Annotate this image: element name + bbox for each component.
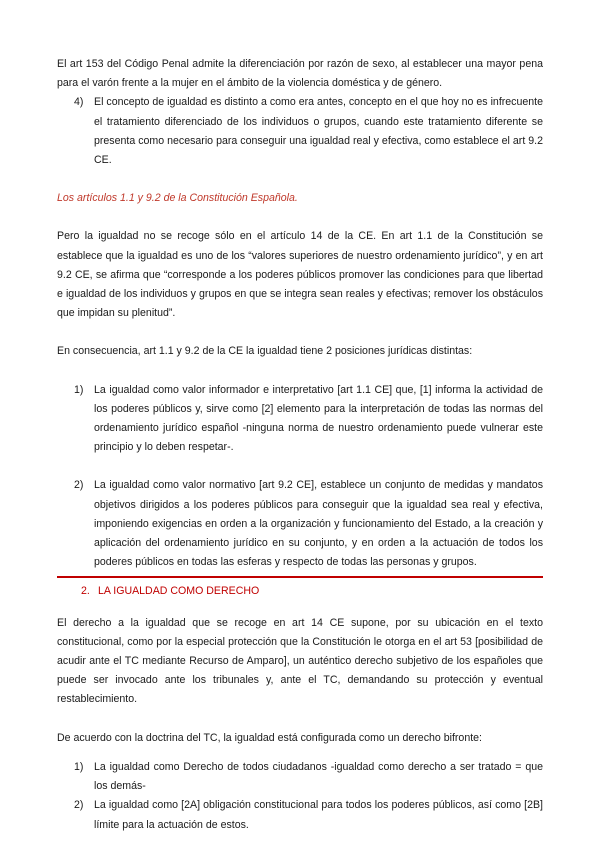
list-number: 2) <box>74 479 84 492</box>
paragraph-art-153: El art 153 del Código Penal admite la diferenciación por razón de sexo, al establecer una mayor pena para el varón frente a la mujer en el ámbito de la violencia doméstica y de género. <box>57 58 543 90</box>
list-derecho-bifronte <box>57 758 543 835</box>
list-text: La igualdad como Derecho de todos ciudadanos -igualdad como derecho a ser tratado = que los demás- <box>94 760 543 793</box>
subtitle: Los artículos 1.1 y 9.2 de la Constitución Española. <box>57 192 298 205</box>
section-title: LA IGUALDAD COMO DERECHO <box>97 585 260 598</box>
list-text: La igualdad como valor normativo [art 9.2 CE], establece un conjunto de medidas y mandatos objetivos dirigidos a los poderes públicos para conseguir que la igualdad sea real y efectiva, imponiendo exigencias en orden a la organización y funcionamiento del Estado, a la creación y aplicación del ordenamiento jurídico en su conjunto, y en orden a la actuación de todos los poderes públicos en todas las esferas y respecto de todas las personas y grupos. <box>94 479 543 569</box>
list-item-4 <box>57 93 543 170</box>
section-heading <box>57 582 543 601</box>
list-posiciones-juridicas <box>57 381 543 573</box>
section-number: 2. <box>81 585 90 598</box>
list-text: El concepto de igualdad es distinto a como era antes, concepto en el que hoy no es infrecuente el tratamiento diferenciado de los individuos o grupos, cuando este tratamiento diferente se presenta como necesario para conseguir una igualdad real y efectiva, como establece el art 9.2 CE. <box>94 96 543 167</box>
paragraph-doctrina-tc: De acuerdo con la doctrina del TC, la igualdad está configurada como un derecho bifronte: <box>57 731 482 744</box>
list-item <box>57 381 543 458</box>
list-item-4-container <box>57 93 543 170</box>
list-number: 1) <box>74 383 84 396</box>
list-item <box>57 476 543 572</box>
list-number: 4) <box>74 96 84 109</box>
list-text: La igualdad como valor informador e interpretativo [art 1.1 CE] que, [1] informa la actividad de los poderes públicos y, sirve como [2] elemento para la interpretación de todas las normas del ordenamiento jurídico español -ninguna norma de nuestro ordenamiento puede vulnerar este principio y lo deben respetar-. <box>94 383 543 454</box>
list-number: 1) <box>74 760 84 773</box>
list-number: 2) <box>74 799 84 812</box>
list-item <box>57 796 543 834</box>
paragraph-igualdad-art-1-1: Pero la igualdad no se recoge sólo en el artículo 14 de la CE. En art 1.1 de la Constitución se establece que la igualdad es uno de los “valores superiores de nuestro ordenamiento jurídico”, y en art 9.2 CE, se afirma que “corresponde a los poderes públicos promover las condiciones para que libertad e igualdad de los individuos y grupos en que se integra sean reales y efectivas; remover los obstáculos que impidan su plenitud”. <box>57 230 543 320</box>
paragraph-derecho-igualdad: El derecho a la igualdad que se recoge en art 14 CE supone, por su ubicación en el texto constitucional, como por la especial protección que la Constitución le otorga en el art 53 [posibilidad de acudir ante el TC mediante Recurso de Amparo], un auténtico derecho subjetivo de los españoles que puede ser invocado ante los tribunales y, ante el TC, demandando su protección y eventual restablecimiento. <box>57 616 543 706</box>
list-item <box>57 758 543 796</box>
list-text: La igualdad como [2A] obligación constitucional para todos los poderes públicos, así como [2B] límite para la actuación de estos. <box>94 799 543 831</box>
section-heading-block <box>57 576 543 601</box>
paragraph-consecuencia: En consecuencia, art 1.1 y 9.2 de la CE la igualdad tiene 2 posiciones jurídicas distintas: <box>57 345 473 358</box>
